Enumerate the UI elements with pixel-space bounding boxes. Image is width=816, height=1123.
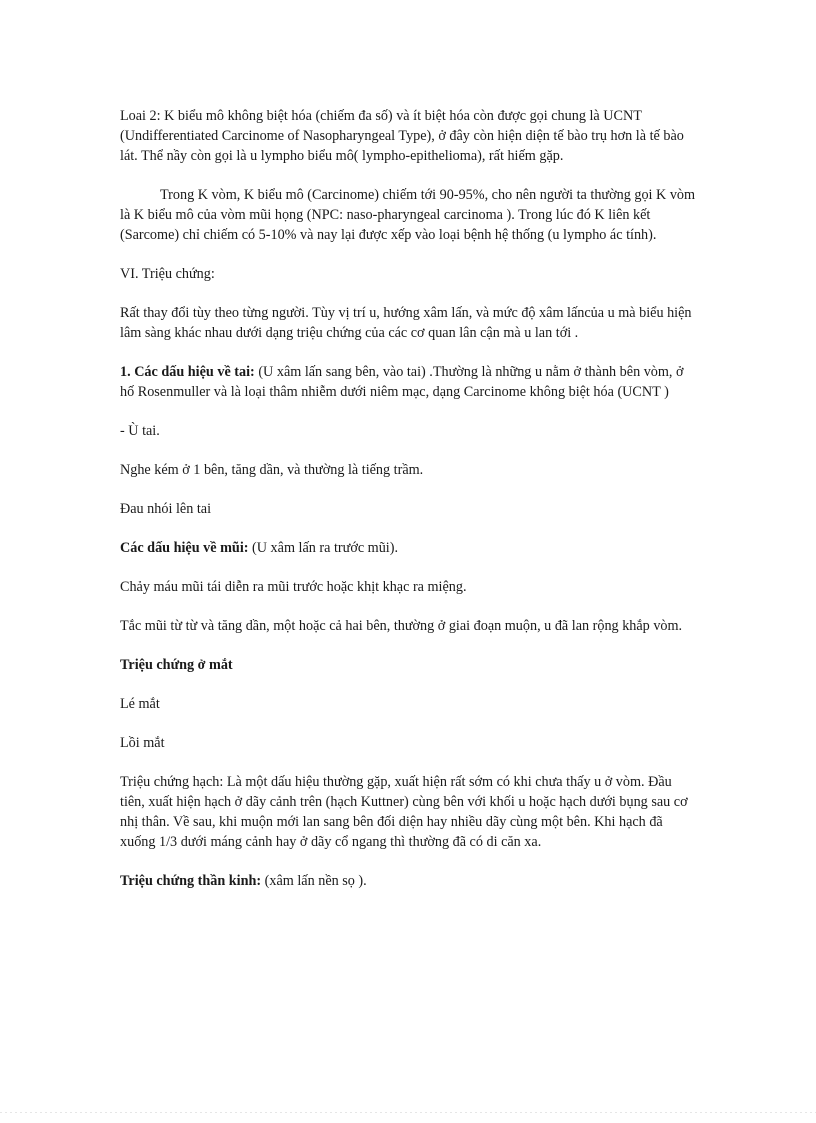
neuro-signs-heading: Triệu chứng thần kinh: [120, 873, 262, 889]
item-nosebleed: Chảy máu mũi tái diễn ra mũi trước hoặc khịt khạc ra miệng. [120, 579, 467, 595]
nose-signs-heading: Các dấu hiệu về mũi: [120, 540, 249, 556]
item-tinnitus: - Ù tai. [120, 423, 160, 439]
eye-symptoms-heading-text: Triệu chứng ở mắt [120, 657, 233, 673]
neuro-signs-text: (xâm lấn nền sọ ). [261, 873, 367, 889]
item-strabismus: Lé mắt [120, 696, 160, 712]
eye-symptoms-heading [120, 655, 700, 675]
paragraph-neuro-signs [120, 871, 700, 891]
item-hearing-loss: Nghe kém ở 1 bên, tăng dần, và thường là tiếng trầm. [120, 462, 424, 478]
document-page [120, 106, 700, 910]
section-heading-symptoms: VI. Triệu chứng: [120, 266, 215, 282]
paragraph-type-2: Loai 2: K biểu mô không biệt hóa (chiếm đa số) và ít biệt hóa còn được gọi chung là UCNT (Undifferentiated Carcinome of Nasopharyngeal Type), ở đây còn hiện diện tế bào trụ hơn là tế bào lát. Thể nầy còn gọi là u lympho biểu mô( lympho-epithelioma), rất hiếm gặp. [120, 108, 684, 164]
paragraph-intro: Rất thay đổi tùy theo từng người. Tùy vị trí u, hướng xâm lấn, và mức độ xâm lấncủa u mà biểu hiện lâm sàng khác nhau dưới dạng triệu chứng của các cơ quan lân cận mà u lan tới . [120, 305, 692, 341]
item-exophthalmos: Lồi mắt [120, 735, 165, 751]
nose-signs-text: (U xâm lấn ra trước mũi). [248, 540, 399, 556]
paragraph-nasopharynx-carcinoma: Trong K vòm, K biểu mô (Carcinome) chiếm tới 90-95%, cho nên người ta thường gọi K vòm là K biểu mô của vòm mũi họng (NPC: naso-pharyngeal carcinoma ). Trong lúc đó K liên kết (Sarcome) chỉ chiếm có 5-10% và nay lại được xếp vào loại bệnh hệ thống (u lympho ác tính). [120, 187, 696, 243]
paragraph-nose-signs [120, 538, 700, 558]
item-ear-pain: Đau nhói lên tai [120, 501, 212, 517]
paragraph-lymph-nodes: Triệu chứng hạch: Là một dấu hiệu thường gặp, xuất hiện rất sớm có khi chưa thấy u ở vòm. Đầu tiên, xuất hiện hạch ở dãy cảnh trên (hạch Kuttner) cùng bên với khối u hoặc hạch dưới bụng sau cơ nhị thân. Về sau, khi muộn mới lan sang bên đối diện hay nhiều dãy cùng một bên. Khi hạch đã xuống 1/3 dưới máng cảnh hay ở dãy cổ ngang thì thường đã có di căn xa. [120, 774, 688, 850]
item-nasal-obstruction: Tắc mũi từ từ và tăng dần, một hoặc cả hai bên, thường ở giai đoạn muộn, u đã lan rộng khắp vòm. [120, 618, 683, 634]
page-bottom-divider [0, 1112, 816, 1113]
ear-signs-text: (U xâm lấn sang bên, vào tai) .Thường là những u nằm ở thành bên vòm, ở hố Rosenmuller và là loại thâm nhiễm dưới niêm mạc, dạng Carcinome không biệt hóa (UCNT ) [120, 364, 684, 400]
ear-signs-heading: 1. Các dấu hiệu về tai: [120, 364, 255, 380]
paragraph-ear-signs [120, 362, 700, 402]
